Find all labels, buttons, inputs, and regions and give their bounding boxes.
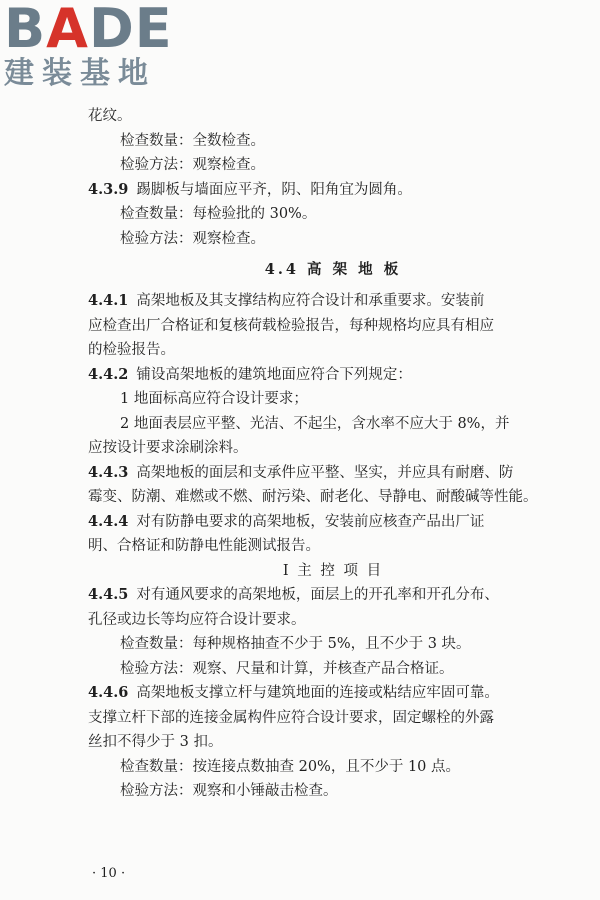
clause-text: 高架地板及其支撑结构应符合设计和承重要求。安装前 xyxy=(136,293,485,309)
logo-mark xyxy=(4,0,179,60)
list-item: 2 地面表层应平整、光洁、不起尘，含水率不应大于 8%，并 xyxy=(120,415,510,432)
clause-text: 对有防静电要求的高架地板，安装前应核查产品出厂证 xyxy=(136,513,485,530)
logo-letters-de: DE xyxy=(88,0,173,60)
text-line: 检验方法：观察、尺量和计算，并核查产品合格证。 xyxy=(120,660,454,677)
text-line: 检查数量：全数检查。 xyxy=(120,132,265,149)
clause-line xyxy=(88,178,578,203)
text-line: 霉变、防潮、难燃或不燃、耐污染、耐老化、导静电、耐酸碱等性能。 xyxy=(88,489,538,505)
logo-letter-b: B xyxy=(4,0,47,60)
text-line: 丝扣不得少于 3 扣。 xyxy=(88,734,223,750)
logo-letter-a: A xyxy=(46,0,89,60)
clause-number: 4.4.2 xyxy=(88,365,129,383)
brand-logo xyxy=(4,2,179,90)
clause-line xyxy=(88,461,578,486)
text-line: 花纹。 xyxy=(88,108,132,124)
clause-number: 4.4.4 xyxy=(88,512,129,530)
text-line: 检查数量：按连接点数抽查 20%，且不少于 10 点。 xyxy=(120,758,461,775)
document-body xyxy=(88,104,578,804)
text-line: 支撑立杆下部的连接金属构件应符合设计要求，固定螺栓的外露 xyxy=(88,709,494,726)
subsection-heading: Ⅰ 主 控 项 目 xyxy=(282,562,384,579)
clause-text: 对有通风要求的高架地板，面层上的开孔率和开孔分布、 xyxy=(136,587,499,603)
clause-number: 4.3.9 xyxy=(88,180,129,198)
text-line: 孔径或边长等均应符合设计要求。 xyxy=(88,611,306,628)
clause-number: 4.4.1 xyxy=(88,292,129,309)
page-number: · 10 · xyxy=(92,866,126,881)
clause-line xyxy=(88,583,578,608)
clause-text: 高架地板的面层和支承件应平整、坚实，并应具有耐磨、防 xyxy=(136,464,514,481)
text-line: 应检查出厂合格证和复核荷载检验报告，每种规格均应具有相应 xyxy=(88,317,494,334)
clause-number: 4.4.6 xyxy=(88,684,129,701)
text-line: 检查数量：每检验批的 30%。 xyxy=(120,206,317,222)
clause-number: 4.4.3 xyxy=(88,463,129,481)
clause-line xyxy=(88,363,578,388)
text-line: 检验方法：观察检查。 xyxy=(120,157,265,173)
clause-text: 踢脚板与墙面应平齐，阴、阳角宜为圆角。 xyxy=(136,181,412,198)
text-line: 检验方法：观察检查。 xyxy=(120,230,265,247)
clause-text: 铺设高架地板的建筑地面应符合下列规定： xyxy=(136,366,412,383)
text-line: 检查数量：每种规格抽查不少于 5%，且不少于 3 块。 xyxy=(120,636,471,652)
text-line: 应按设计要求涂刷涂料。 xyxy=(88,440,248,456)
clause-line xyxy=(88,510,578,535)
text-line: 检验方法：观察和小锤敲击检查。 xyxy=(120,783,338,799)
clause-number: 4.4.5 xyxy=(88,586,129,603)
clause-text: 高架地板支撑立杆与建筑地面的连接或粘结应牢固可靠。 xyxy=(136,685,499,701)
text-line: 的检验报告。 xyxy=(88,342,175,358)
clause-line xyxy=(88,289,578,314)
section-heading: 4.4 高 架 地 板 xyxy=(264,261,402,278)
text-line: 明、合格证和防静电性能测试报告。 xyxy=(88,538,320,554)
clause-line xyxy=(88,681,578,706)
list-item: 1 地面标高应符合设计要求； xyxy=(120,391,308,407)
logo-subtitle: 建装基地 xyxy=(4,56,156,91)
